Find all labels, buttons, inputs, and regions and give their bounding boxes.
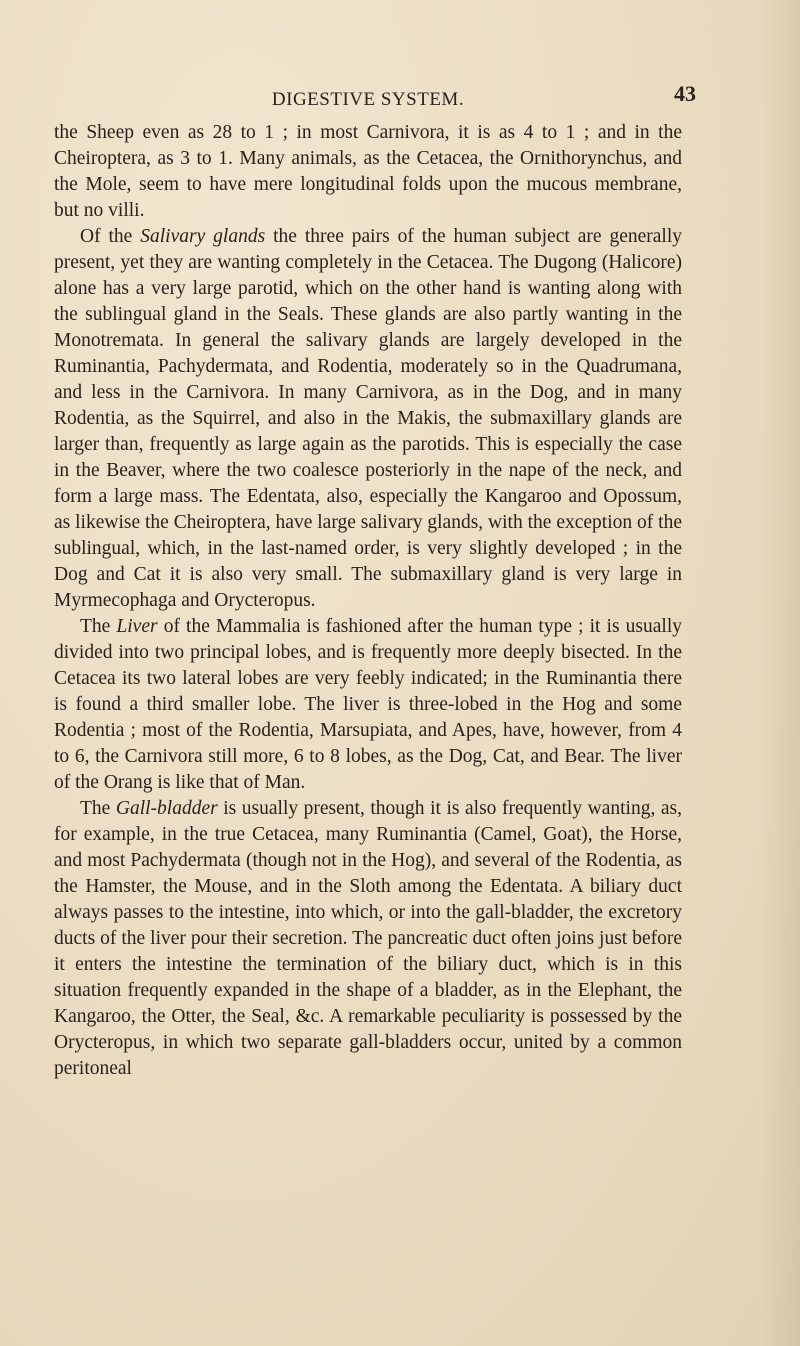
term-gall-bladder: Gall-bladder [115,798,218,819]
paragraph-villi: the Sheep even as 28 to 1 ; in most Carnivora, it is as 4 to 1 ; and in the Cheiroptera, as 3 to 1. Many animals, as the Cetacea, the Ornithorynchus, and the Mole, seem to have mere longitudinal folds upon the mucous membrane, but no villi. [54,122,682,221]
page-edge-shadow [760,0,800,1346]
paragraph-lead: The [80,616,117,637]
paragraph-lead: Of the [80,226,141,247]
running-title: DIGESTIVE SYSTEM. [271,89,465,110]
running-head [54,81,696,112]
paragraph-body: of the Mammalia is fashioned after the human type ; it is usually divided into two principal lobes, and is frequently more deeply bisected. In the Cetacea its two lateral lobes are very feebly indicated; in the Ruminantia there is found a third smaller lobe. The liver is three-lobed in the Hog and some Rodentia ; most of the Rodentia, Marsupiata, and Apes, have, however, from 4 to 6, the Carnivora still more, 6 to 8 lobes, as the Dog, Cat, and Bear. The liver of the Orang is like that of Man. [54,616,682,793]
body-text [54,120,682,1082]
paragraph-liver [54,614,682,796]
paragraph-lead: The [80,798,116,819]
page-number: 43 [674,81,696,106]
term-salivary-glands: Salivary glands [140,226,266,247]
paragraph-salivary-glands [54,224,682,614]
paragraph-gall-bladder [54,796,682,1082]
term-liver: Liver [116,616,158,637]
paragraph-body: is usually present, though it is also frequently wanting, as, for example, in the true Cetacea, many Ruminantia (Camel, Goat), the Horse, and most Pachydermata (though not in the Hog), and several of the Rodentia, as the Hamster, the Mouse, and in the Sloth among the Edentata. A biliary duct always passes to the intestine, into which, or into the gall-bladder, the excretory ducts of the liver pour their secretion. The pancreatic duct often joins just before it enters the intestine the termination of the biliary duct, which is in this situation frequently expanded in the shape of a bladder, as in the Elephant, the Kangaroo, the Otter, the Seal, &c. A remarkable peculiarity is possessed by the Orycteropus, in which two separate gall-bladders occur, united by a common peritoneal [54,798,682,1079]
paragraph-body: the three pairs of the human subject are generally present, yet they are wanting completely in the Cetacea. The Dugong (Halicore) alone has a very large parotid, which on the other hand is wanting along with the sublingual gland in the Seals. These glands are also partly wanting in the Monotremata. In general the salivary glands are largely developed in the Ruminantia, Pachydermata, and Rodentia, moderately so in the Quadrumana, and less in the Carnivora. In many Carnivora, as in the Dog, and in many Rodentia, as the Squirrel, and also in the Makis, the submaxillary glands are larger than, frequently as large again as the parotids. This is especially the case in the Beaver, where the two coalesce posteriorly in the nape of the neck, and form a large mass. The Edentata, also, especially the Kangaroo and Opossum, as likewise the Cheiroptera, have large salivary glands, with the exception of the sublingual, which, in the last-named order, is very slightly developed ; in the Dog and Cat it is also very small. The submaxillary gland is very large in Myrmecophaga and Orycteropus. [54,226,682,611]
